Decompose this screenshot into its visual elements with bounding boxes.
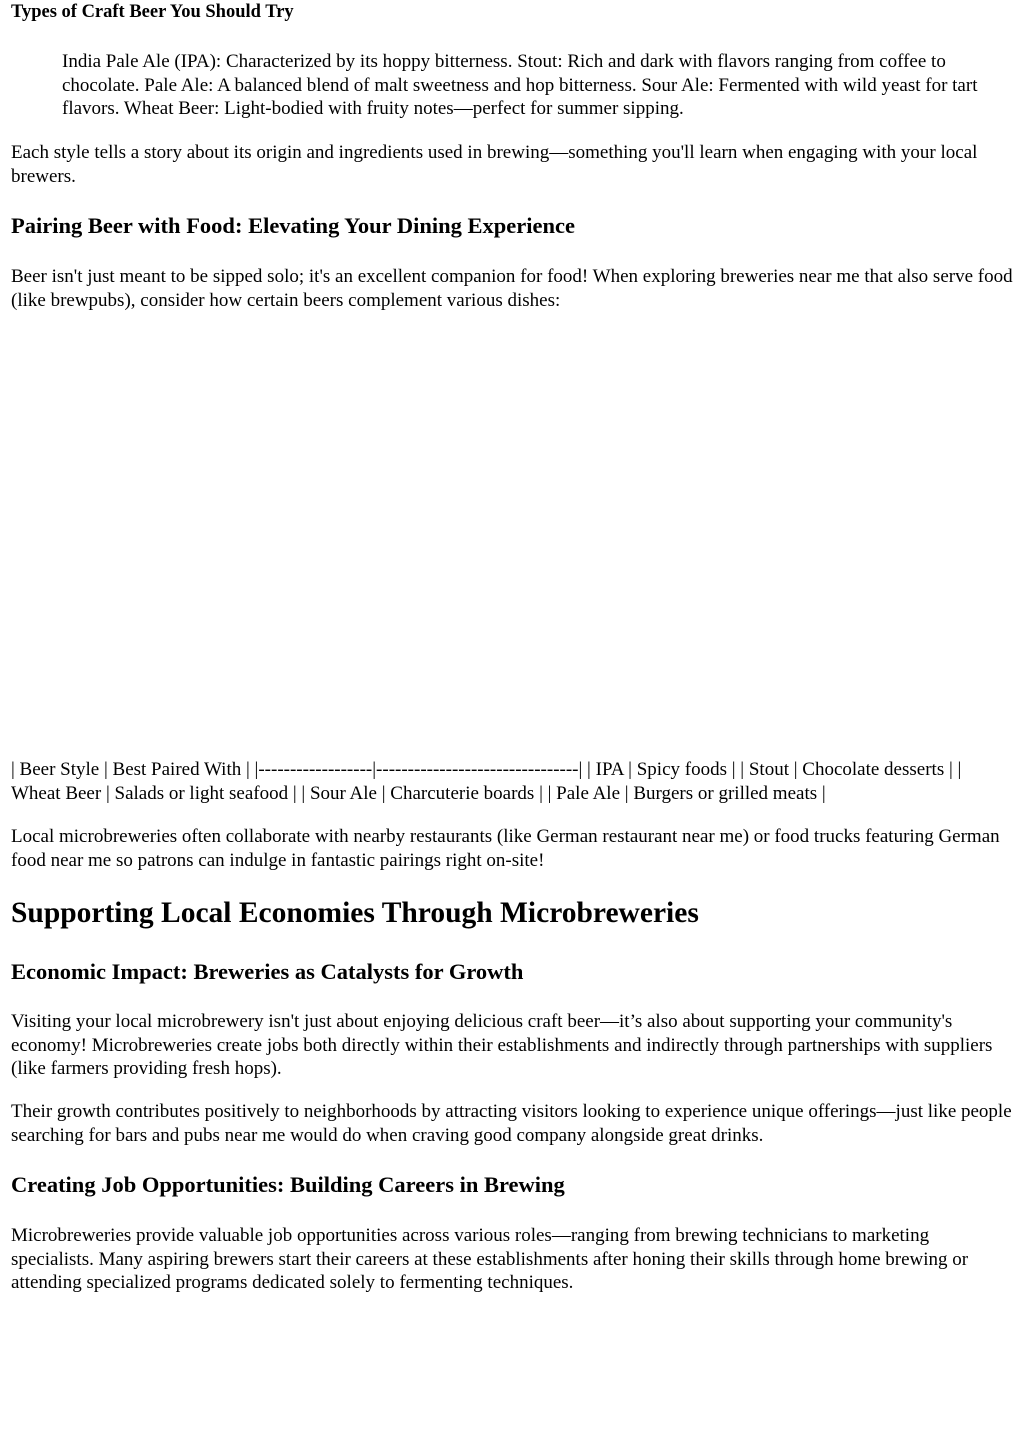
economic-impact-heading: Economic Impact: Breweries as Catalysts for Growth <box>11 959 524 984</box>
pairing-heading: Pairing Beer with Food: Elevating Your Dining Experience <box>11 213 575 238</box>
beer-types-list: India Pale Ale (IPA): Characterized by its hoppy bitterness. Stout: Rich and dark with flavors ranging from coffee to chocolate. Pale Ale: A balanced blend of malt sweetness and hop bitterness. Sour Ale: Fermented with wild yeast for tart flavors. Wheat Beer: Light-bodied with fruity notes—perfect for summer sipping. <box>62 51 978 119</box>
pairing-table-text: | Beer Style | Best Paired With | |------------------|--------------------------------| | IPA | Spicy foods | | Stout | Chocolate desserts | | Wheat Beer | Salads or light seafood | | Sour Ale | Charcuterie boards | | Pale Ale | Burgers or grilled meats | <box>11 759 962 804</box>
types-paragraph: Each style tells a story about its origin and ingredients used in brewing—something you'll learn when engaging with your local brewers. <box>11 142 978 187</box>
pairing-paragraph: Beer isn't just meant to be sipped solo; it's an excellent companion for food! When exploring breweries near me that also serve food (like brewpubs), consider how certain beers complement various dishes: <box>11 266 1013 311</box>
economic-paragraph-1: Visiting your local microbrewery isn't just about enjoying delicious craft beer—it’s also about supporting your community's economy! Microbreweries create jobs both directly within their establishments and indirectly through partnerships with suppliers (like farmers providing fresh hops). <box>11 1011 993 1079</box>
section-title-types: Types of Craft Beer You Should Try <box>11 2 294 22</box>
pairing-local-paragraph: Local microbreweries often collaborate with nearby restaurants (like German restaurant near me) or food trucks featuring German food near me so patrons can indulge in fantastic pairings right on-site! <box>11 826 1000 871</box>
jobs-paragraph: Microbreweries provide valuable job opportunities across various roles—ranging from brewing technicians to marketing specialists. Many aspiring brewers start their careers at these establishments after honing their skills through home brewing or attending specialized programs dedicated solely to fermenting techniques. <box>11 1225 969 1293</box>
jobs-heading: Creating Job Opportunities: Building Careers in Brewing <box>11 1172 565 1197</box>
economic-paragraph-2: Their growth contributes positively to neighborhoods by attracting visitors looking to experience unique offerings—just like people searching for bars and pubs near me would do when craving good company alongside great drinks. <box>11 1101 1012 1146</box>
local-economies-heading: Supporting Local Economies Through Microbreweries <box>11 897 699 929</box>
